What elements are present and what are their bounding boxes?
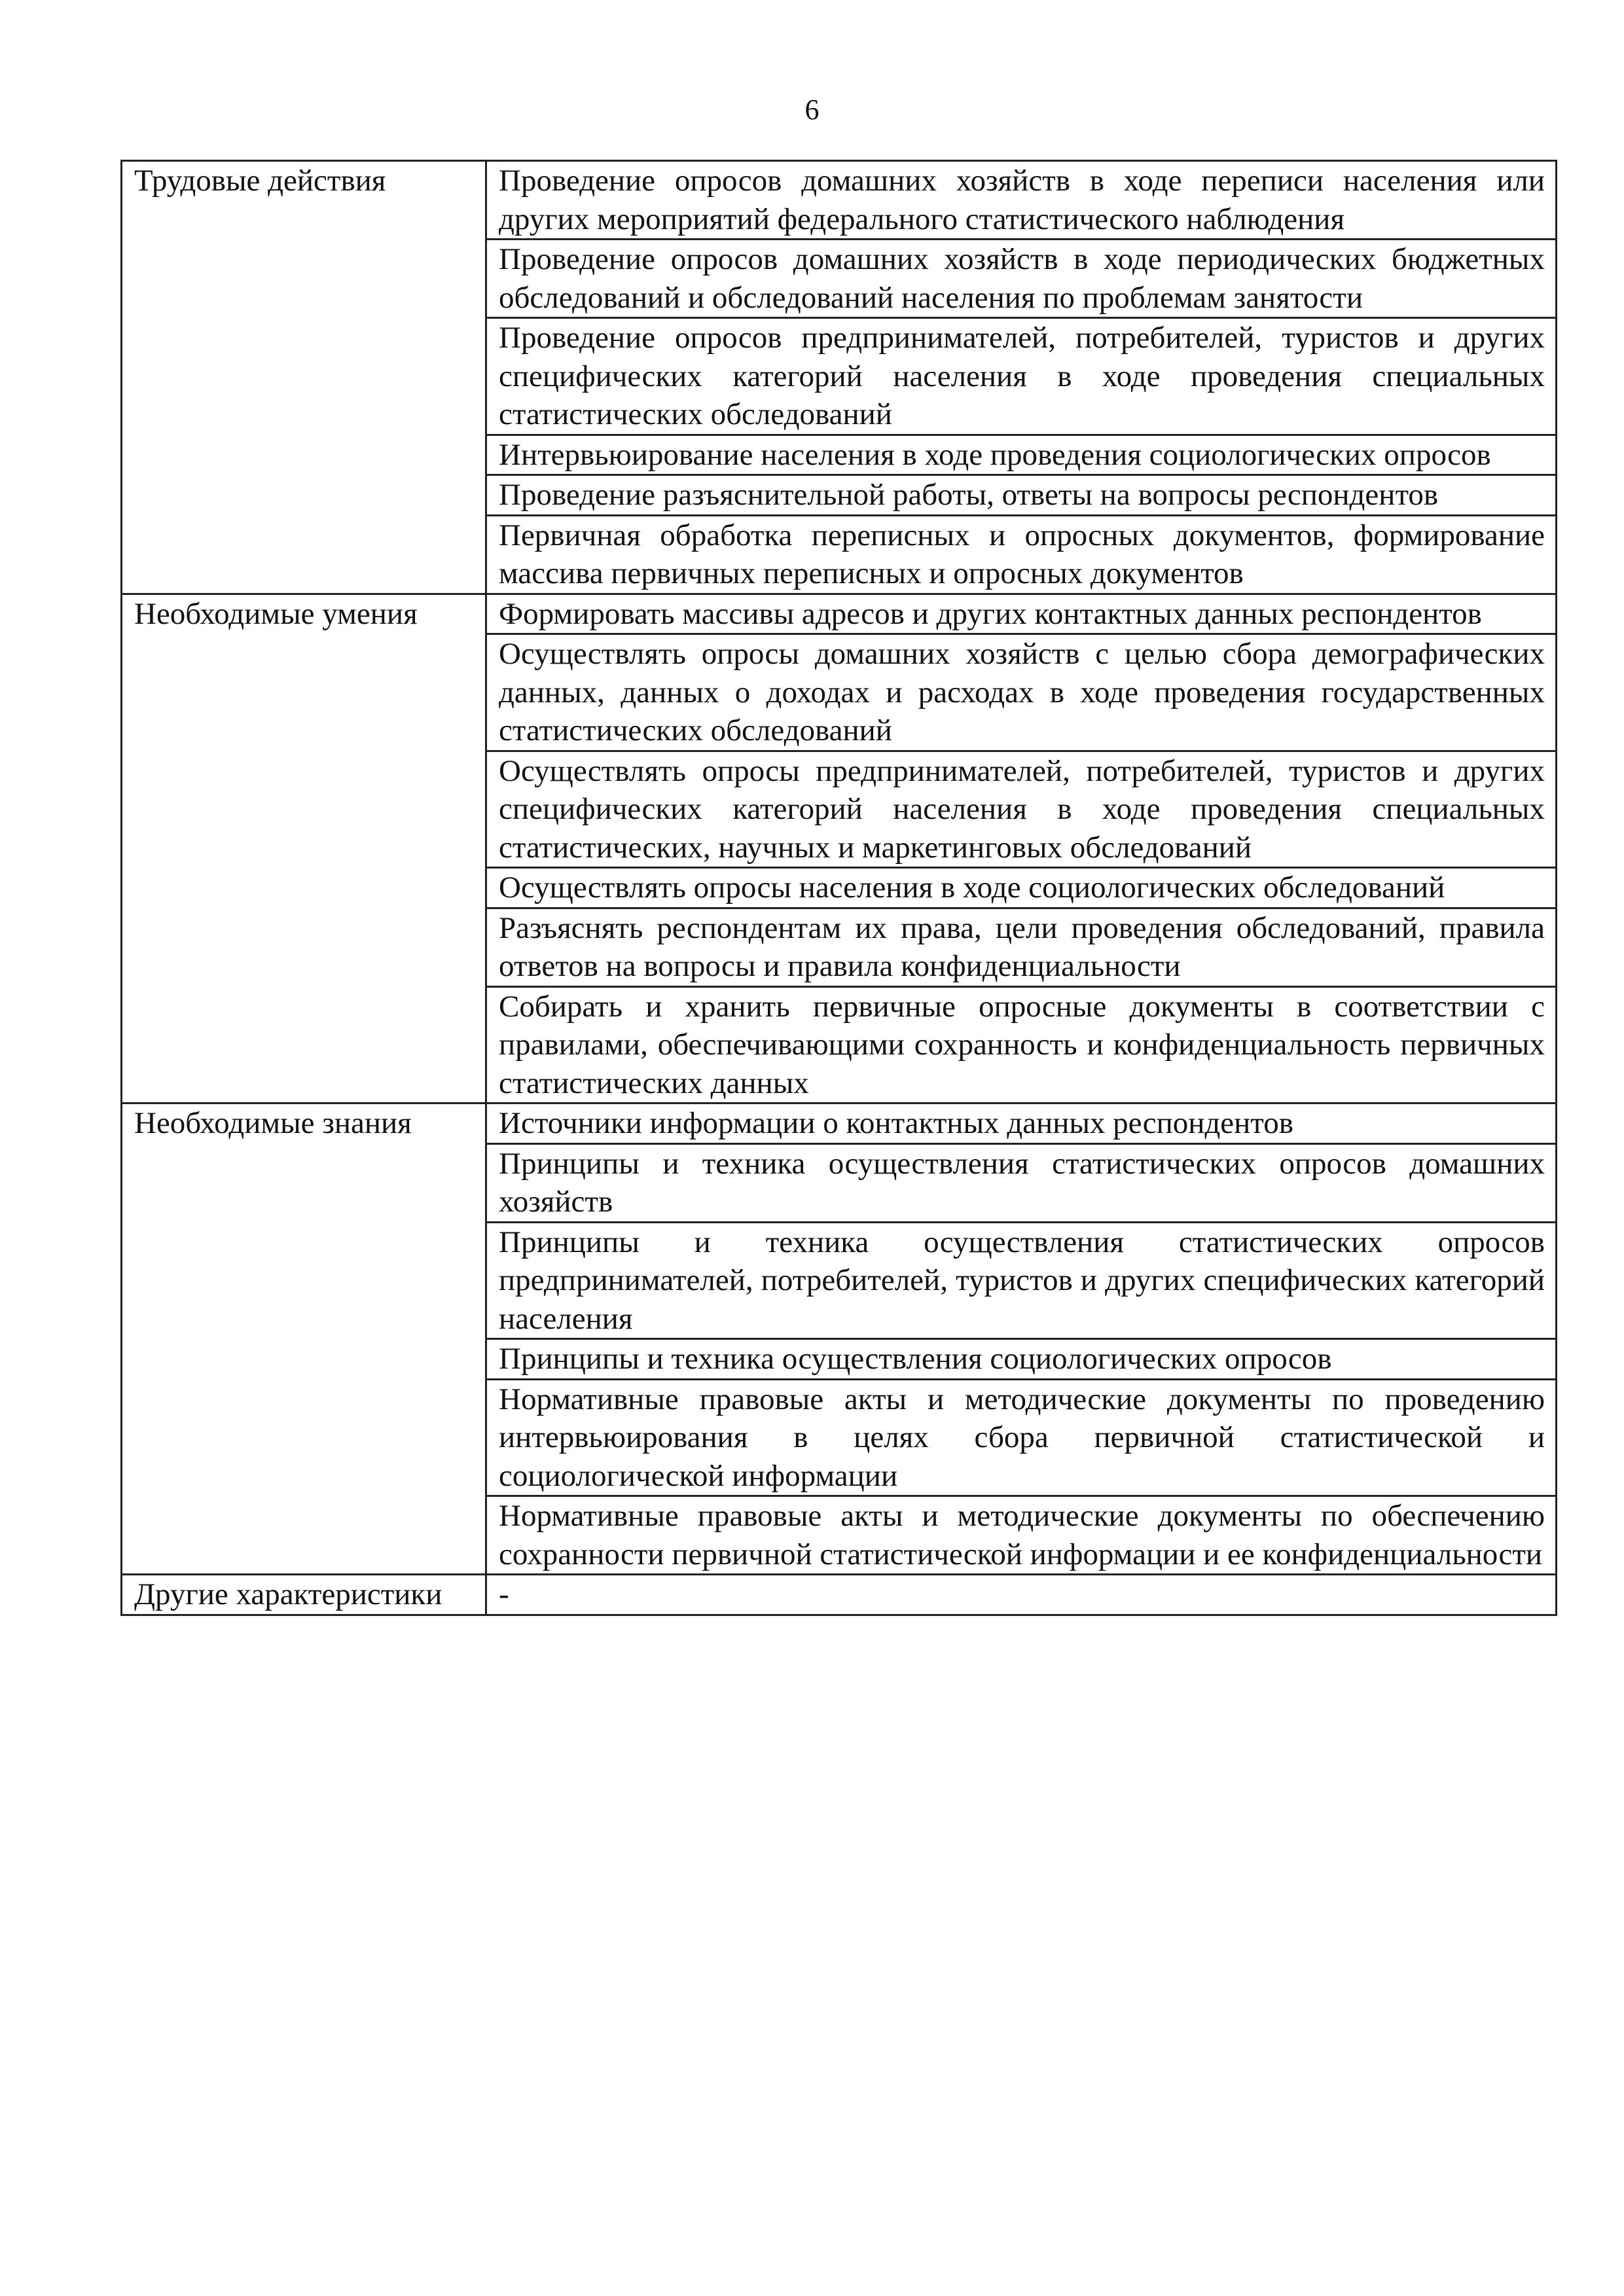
table-cell: Проведение опросов домашних хозяйств в ходе переписи населения или других мероприятий федерального статистического наблюдения (486, 161, 1557, 240)
section-label-labor-actions: Трудовые действия (122, 161, 486, 594)
table-cell: Собирать и хранить первичные опросные документы в соответствии с правилами, обеспечивающими сохранность и конфиденциальность первичных статистических данных (486, 986, 1557, 1103)
table-row (122, 1103, 1557, 1144)
table-cell: Принципы и техника осуществления статистических опросов предпринимателей, потребителей, туристов и других специфических категорий населения (486, 1222, 1557, 1339)
table-row (122, 594, 1557, 634)
section-label-other-characteristics: Другие характеристики (122, 1575, 486, 1615)
table-cell: Осуществлять опросы предпринимателей, потребителей, туристов и других специфических категорий населения в ходе проведения специальных статистических, научных и маркетинговых обследований (486, 751, 1557, 868)
table-cell: Разъяснять респондентам их права, цели проведения обследований, правила ответов на вопросы и правила конфиденциальности (486, 908, 1557, 986)
table-cell: Осуществлять опросы населения в ходе социологических обследований (486, 868, 1557, 908)
table-row (122, 1575, 1557, 1615)
page-number: 6 (804, 94, 820, 126)
table-cell: Принципы и техника осуществления статистических опросов домашних хозяйств (486, 1143, 1557, 1222)
section-label-required-knowledge: Необходимые знания (122, 1103, 486, 1575)
table-cell: Формировать массивы адресов и других контактных данных респондентов (486, 594, 1557, 634)
table-cell: Проведение опросов домашних хозяйств в ходе периодических бюджетных обследований и обследований населения по проблемам занятости (486, 240, 1557, 318)
table-cell: Проведение опросов предпринимателей, потребителей, туристов и других специфических категорий населения в ходе проведения специальных статистических обследований (486, 318, 1557, 435)
table-cell: - (486, 1575, 1557, 1615)
table-cell: Принципы и техника осуществления социологических опросов (486, 1339, 1557, 1380)
table-cell: Интервьюирование населения в ходе проведения социологических опросов (486, 435, 1557, 475)
table-cell: Первичная обработка переписных и опросных документов, формирование массива первичных переписных и опросных документов (486, 515, 1557, 594)
section-label-required-skills: Необходимые умения (122, 594, 486, 1103)
table-cell: Источники информации о контактных данных респондентов (486, 1103, 1557, 1144)
table-cell: Проведение разъяснительной работы, ответы на вопросы респондентов (486, 475, 1557, 516)
table-cell: Осуществлять опросы домашних хозяйств с целью сбора демографических данных, данных о доходах и расходах в ходе проведения государственных статистических обследований (486, 634, 1557, 751)
table-row (122, 161, 1557, 240)
table-cell: Нормативные правовые акты и методические документы по обеспечению сохранности первичной статистической информации и ее конфиденциальности (486, 1496, 1557, 1575)
table-cell: Нормативные правовые акты и методические документы по проведению интервьюирования в целях сбора первичной статистической и социологической информации (486, 1379, 1557, 1496)
characteristics-table (120, 160, 1557, 1616)
